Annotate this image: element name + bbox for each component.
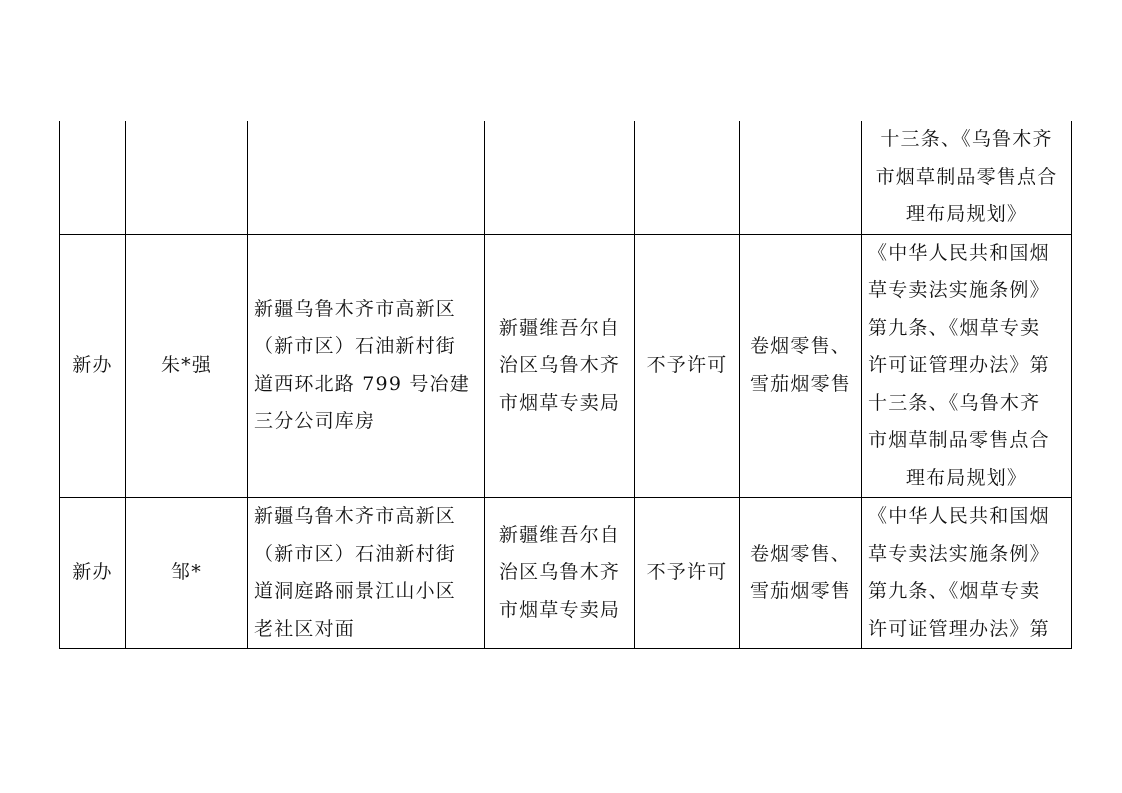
address-cell: [248, 121, 485, 234]
decision-cell: 不予许可: [635, 498, 740, 649]
table-row: [60, 498, 1072, 649]
scope-line: 卷烟零售、: [749, 335, 851, 358]
scope-line: 卷烟零售、: [749, 542, 851, 565]
category-cell: 新办: [60, 498, 126, 649]
authority-line: 治区乌鲁木齐: [498, 354, 621, 376]
legal-basis-cell: [862, 498, 1072, 649]
address-cell: [248, 234, 485, 498]
applicant-name-cell: 朱*强: [126, 234, 248, 498]
address-line: 三分公司库房: [254, 410, 376, 433]
license-decision-table: [59, 121, 1072, 649]
authority-line: 新疆维吾尔自: [498, 316, 621, 339]
address-line: 新疆乌鲁木齐市高新区: [254, 297, 457, 320]
basis-line: 《中华人民共和国烟: [868, 505, 1050, 527]
address-line: 老社区对面: [254, 617, 356, 640]
address-line: （新市区）石油新村街: [254, 335, 457, 358]
decision-cell: [635, 121, 740, 234]
applicant-name-cell: 邹*: [126, 498, 248, 649]
scope-cell: [740, 498, 862, 649]
authority-line: 新疆维吾尔自: [498, 523, 621, 546]
basis-line: 草专卖法实施条例》: [868, 542, 1050, 565]
authority-line: 市烟草专卖局: [498, 598, 621, 621]
decision-cell: 不予许可: [635, 234, 740, 498]
address-line: 新疆乌鲁木齐市高新区: [254, 505, 457, 527]
category-cell: 新办: [60, 234, 126, 498]
authority-line: 市烟草专卖局: [498, 391, 621, 414]
scope-cell: [740, 234, 862, 498]
basis-line: 市烟草制品零售点合: [875, 165, 1058, 188]
basis-line: 许可证管理办法》第: [868, 354, 1050, 376]
address-line: 道洞庭路丽景江山小区: [254, 580, 457, 602]
table-row: [60, 234, 1072, 498]
authority-cell: [485, 498, 635, 649]
basis-line: 十三条、《乌鲁木齐: [868, 391, 1041, 414]
address-cell: [248, 498, 485, 649]
basis-line: 理布局规划》: [905, 466, 1028, 489]
basis-line: 《中华人民共和国烟: [868, 241, 1050, 264]
scope-line: 雪茄烟零售: [749, 580, 851, 602]
authority-line: 治区乌鲁木齐: [498, 561, 621, 584]
applicant-name-cell: [126, 121, 248, 234]
basis-line: 十三条、《乌鲁木齐: [880, 128, 1053, 150]
basis-line: 第九条、《烟草专卖: [868, 580, 1041, 602]
scope-line: 雪茄烟零售: [749, 372, 851, 395]
basis-line: 理布局规划》: [905, 203, 1028, 225]
authority-cell: [485, 234, 635, 498]
basis-line: 草专卖法实施条例》: [868, 279, 1050, 301]
basis-line: 第九条、《烟草专卖: [868, 316, 1041, 339]
basis-line: 许可证管理办法》第: [868, 617, 1050, 640]
address-line: 道西环北路 799 号冶建: [254, 372, 470, 395]
category-cell: [60, 121, 126, 234]
table-row: [60, 121, 1072, 234]
authority-cell: [485, 121, 635, 234]
address-line: （新市区）石油新村街: [254, 542, 457, 565]
legal-basis-cell: [862, 234, 1072, 498]
scope-cell: [740, 121, 862, 234]
legal-basis-cell: [862, 121, 1072, 234]
basis-line: 市烟草制品零售点合: [868, 429, 1050, 451]
